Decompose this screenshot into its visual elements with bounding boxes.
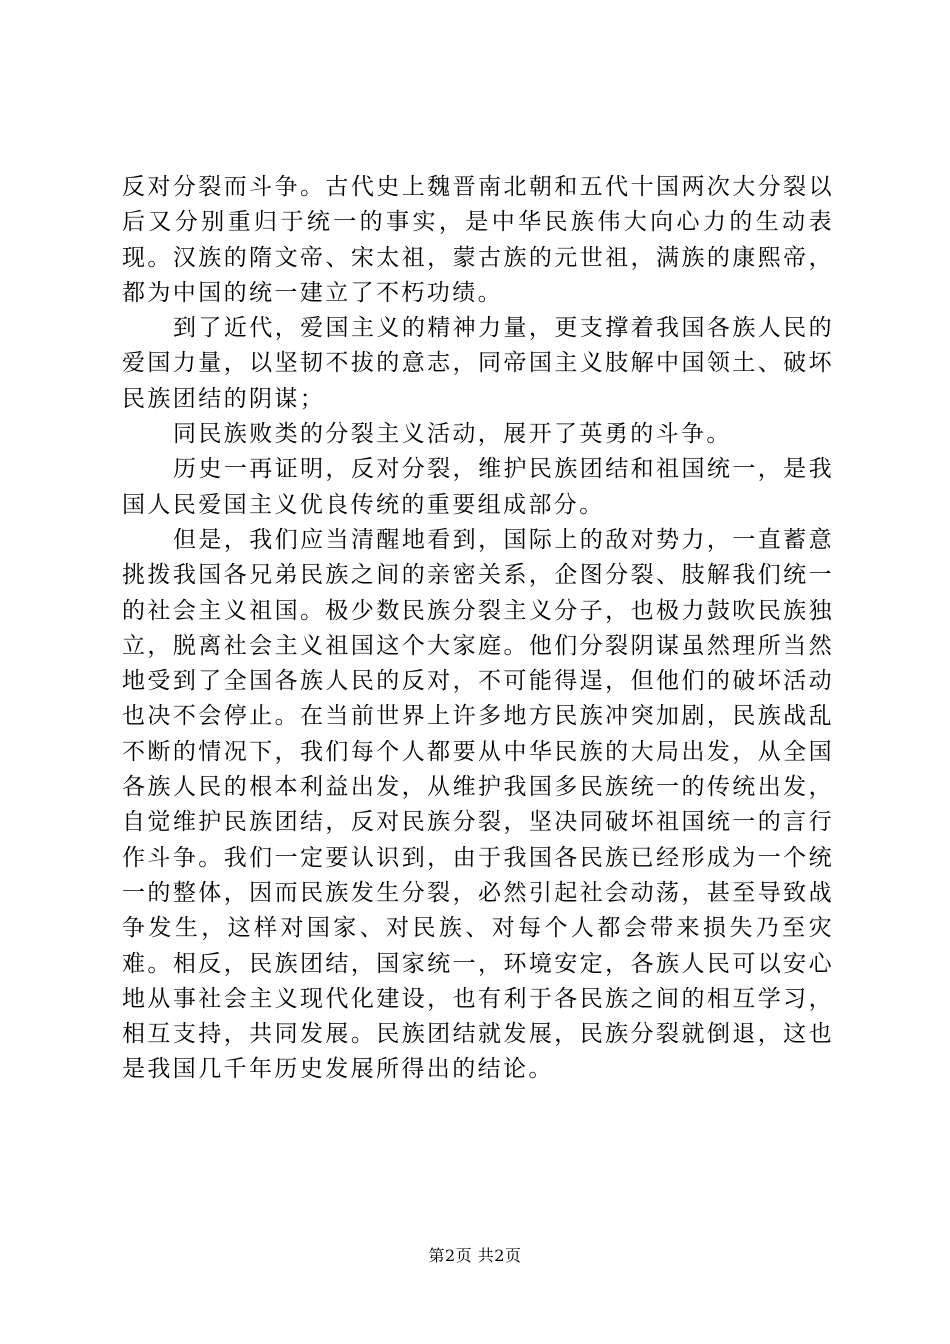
paragraph-4: 历史一再证明，反对分裂，维护民族团结和祖国统一，是我国人民爱国主义优良传统的重要组成部分。	[122, 456, 834, 518]
paragraph-1: 反对分裂而斗争。古代史上魏晋南北朝和五代十国两次大分裂以后又分别重归于统一的事实，是中华民族伟大向心力的生动表现。汉族的隋文帝、宋太祖，蒙古族的元世祖，满族的康熙帝，都为中国的统一建立了不朽功绩。	[122, 174, 834, 306]
paragraph-2: 到了近代，爱国主义的精神力量，更支撑着我国各族人民的爱国力量，以坚韧不拔的意志，同帝国主义肢解中国领土、破坏民族团结的阴谋；	[122, 315, 834, 412]
page-number-label: 第2页 共2页	[428, 1246, 522, 1265]
page-footer	[0, 1246, 950, 1266]
paragraph-3: 同民族败类的分裂主义活动，展开了英勇的斗争。	[173, 421, 732, 448]
paragraph-5: 但是，我们应当清醒地看到，国际上的敌对势力，一直蓄意挑拨我国各兄弟民族之间的亲密关系，企图分裂、肢解我们统一的社会主义祖国。极少数民族分裂主义分子，也极力鼓吹民族独立，脱离社会主义祖国这个大家庭。他们分裂阴谋虽然理所当然地受到了全国各族人民的反对，不可能得逞，但他们的破坏活动也决不会停止。在当前世界上许多地方民族冲突加剧，民族战乱不断的情况下，我们每个人都要从中华民族的大局出发，从全国各族人民的根本利益出发，从维护我国多民族统一的传统出发，自觉维护民族团结，反对民族分裂，坚决同破坏祖国统一的言行作斗争。我们一定要认识到，由于我国各民族已经形成为一个统一的整体，因而民族发生分裂，必然引起社会动荡，甚至导致战争发生，这样对国家、对民族、对每个人都会带来损失乃至灾难。相反，民族团结，国家统一，环境安定，各族人民可以安心地从事社会主义现代化建设，也有利于各民族之间的相互学习，相互支持，共同发展。民族团结就发展，民族分裂就倒退，这也是我国几千年历史发展所得出的结论。	[122, 526, 834, 1083]
document-body	[122, 170, 834, 1088]
